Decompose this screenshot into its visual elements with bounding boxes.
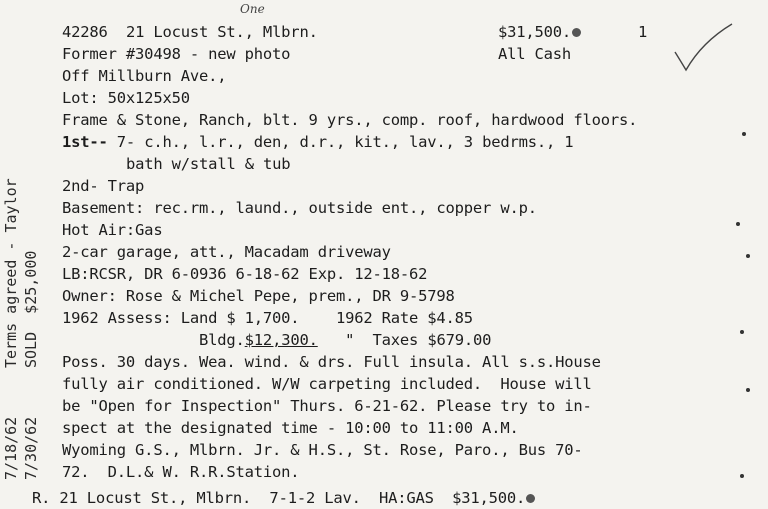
listing-number: 42286 — [62, 23, 108, 41]
garage: 2-car garage, att., Macadam driveway — [62, 243, 391, 261]
margin-dot — [736, 222, 740, 226]
margin-dot — [746, 254, 750, 258]
margin-dot — [740, 474, 744, 478]
margin-dot — [740, 330, 744, 334]
remarks-line-2: fully air conditioned. W/W carpeting included. House will — [62, 375, 592, 393]
basement: Basement: rec.rm., laund., outside ent., copper w.p. — [62, 199, 537, 217]
lot-size: Lot: 50x125x50 — [62, 89, 190, 107]
heating: Hot Air:Gas — [62, 221, 163, 239]
remarks-line-4: spect at the designated time - 10:00 to 11:00 A.M. — [62, 419, 519, 437]
footer-summary: R. 21 Locust St., Mlbrn. 7-1-2 Lav. HA:GAS $31,500. — [32, 488, 535, 509]
former-listing: Former #30498 - new photo — [62, 45, 291, 63]
building-value: $12,300. — [244, 331, 318, 349]
sidebar-sold: SOLD $25,000 — [22, 250, 40, 368]
remarks-line-6: 72. D.L.& W. R.R.Station. — [62, 463, 300, 481]
handwritten-note: One — [240, 2, 265, 16]
listing-broker: LB:RCSR, DR 6-0936 6-18-62 Exp. 12-18-62 — [62, 265, 428, 283]
listing-count: 1 — [638, 23, 648, 41]
remarks-line-1: Poss. 30 days. Wea. wind. & drs. Full insula. All s.s.House — [62, 353, 601, 371]
taxes: " Taxes $679.00 — [317, 331, 492, 349]
first-floor-cont: bath w/stall & tub — [126, 155, 291, 173]
footer-prefix: R. — [32, 489, 51, 507]
ink-blot-icon — [526, 494, 535, 503]
remarks-line-3: be "Open for Inspection" Thurs. 6-21-62. Please try to in- — [62, 397, 592, 415]
header-line-1 — [62, 22, 318, 43]
sidebar-date-2: 7/30/62 — [22, 416, 40, 480]
construction: Frame & Stone, Ranch, blt. 9 yrs., comp. roof, hardwood floors. — [62, 111, 638, 129]
second-floor: 2nd- Trap — [62, 177, 145, 195]
sidebar-date-1: 7/18/62 — [2, 416, 20, 480]
remarks-line-5: Wyoming G.S., Mlbrn. Jr. & H.S., St. Rose, Paro., Bus 70- — [62, 441, 583, 459]
listing-address: 21 Locust St., Mlbrn. — [125, 23, 318, 41]
margin-dot — [746, 388, 750, 392]
listing-price: $31,500. — [498, 22, 581, 43]
first-floor: 1st-- 7- c.h., l.r., den, d.r., kit., lav., 3 bedrms., 1 — [62, 133, 574, 151]
location: Off Millburn Ave., — [62, 67, 227, 85]
terms: All Cash — [498, 45, 572, 63]
ink-blot-icon — [572, 28, 581, 37]
assessment: 1962 Assess: Land $ 1,700. 1962 Rate $4.85 — [62, 309, 473, 327]
sidebar-terms-agreed: Terms agreed - Taylor — [2, 178, 20, 368]
owner: Owner: Rose & Michel Pepe, prem., DR 9-5798 — [62, 287, 455, 305]
first-floor-label: 1st-- — [62, 133, 108, 151]
checkmark-icon — [672, 22, 734, 74]
margin-dot — [742, 132, 746, 136]
building-assessment: Bldg.$12,300. " Taxes $679.00 — [199, 331, 492, 349]
